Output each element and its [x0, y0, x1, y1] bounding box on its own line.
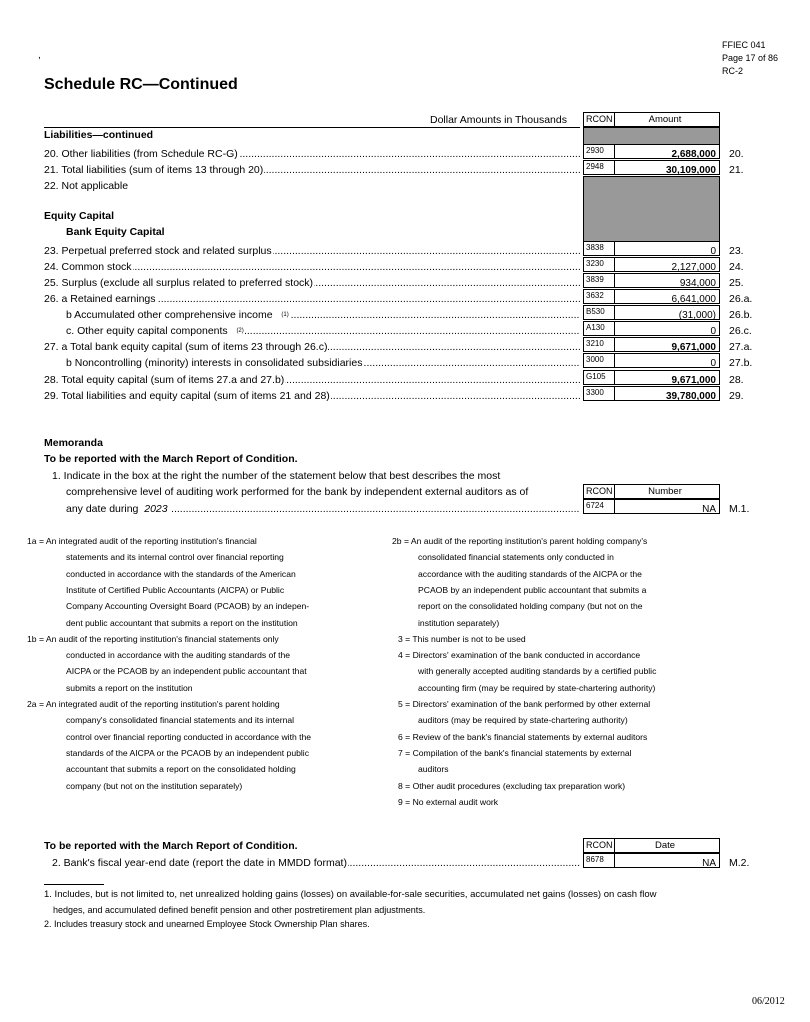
- line-item-row: [44, 388, 580, 404]
- rcon-header-m1: RCON: [583, 484, 615, 499]
- audit-definition-line: accounting firm (may be required by state-chartering authority): [418, 682, 656, 693]
- amount-field[interactable]: 30,109,000: [614, 160, 720, 175]
- m1-year: 2023: [144, 503, 168, 515]
- audit-definition-line: Institute of Certified Public Accountants (AICPA) or Public: [66, 584, 285, 595]
- m1-value-field[interactable]: NA: [614, 499, 720, 514]
- line-item-row: [66, 307, 580, 323]
- line-item-row: [44, 178, 580, 194]
- rcon-header-m2: RCON: [583, 838, 615, 853]
- audit-definition-line: company's consolidated financial statements and its internal: [66, 715, 295, 726]
- line-item-row: [44, 291, 580, 307]
- item-ref: 26.c.: [729, 325, 752, 337]
- dollar-amounts-label: Dollar Amounts in Thousands: [430, 114, 567, 126]
- m1-text-3: [66, 501, 580, 517]
- section-bank-equity: Bank Equity Capital: [66, 226, 165, 238]
- audit-definition-line: accountant that submits a report on the consolidated holding: [66, 764, 296, 775]
- audit-definition-line: consolidated financial statements only conducted in: [418, 552, 614, 563]
- amount-field[interactable]: 0: [614, 241, 720, 256]
- line-item-row: [44, 372, 580, 388]
- line-item-label: 20. Other liabilities (from Schedule RC-G): [44, 148, 238, 160]
- form-number: FFIEC 041: [722, 40, 766, 50]
- item-ref: 27.a.: [729, 341, 753, 353]
- audit-definition-line: conducted in accordance with the auditing standards of the: [66, 650, 291, 661]
- item-ref: 23.: [729, 245, 744, 257]
- footnote-1-cont: hedges, and accumulated defined benefit pension and other postretirement plan adjustments.: [53, 905, 426, 915]
- page-number: Page 17 of 86: [722, 53, 779, 63]
- amount-field[interactable]: 6,641,000: [614, 289, 720, 304]
- m2-code: 8678: [583, 853, 615, 868]
- line-item-label: 28. Total equity capital (sum of items 27.a and 27.b): [44, 374, 285, 386]
- audit-definition-line: 2a = An integrated audit of the reporting institution's parent holding: [27, 699, 280, 709]
- shaded-cell: [583, 127, 720, 145]
- m1-text-1: 1. Indicate in the box at the right the number of the statement below that best describes the most: [52, 470, 501, 482]
- rcon-code: A130: [583, 321, 615, 336]
- amount-header: Amount: [614, 112, 720, 127]
- line-item-label: b Noncontrolling (minority) interests in consolidated subsidiaries: [66, 357, 363, 369]
- rcon-code: 3300: [583, 386, 615, 401]
- line-item-row: [44, 339, 580, 355]
- memoranda-title: Memoranda: [44, 437, 103, 449]
- line-item-label: b Accumulated other comprehensive income: [66, 309, 273, 321]
- line-item-row: [44, 275, 580, 291]
- line-item-label: 27. a Total bank equity capital (sum of items 23 through 26.c): [44, 341, 328, 353]
- revision-date: 06/2012: [752, 996, 785, 1007]
- audit-definition-line: 9 = No external audit work: [398, 796, 499, 807]
- rcon-code: 2930: [583, 144, 615, 159]
- m1-code: 6724: [583, 499, 615, 514]
- number-header: Number: [614, 484, 720, 499]
- audit-definition-line: 6 = Review of the bank's financial statements by external auditors: [398, 731, 648, 742]
- amount-field[interactable]: 9,671,000: [614, 370, 720, 385]
- item-ref: 24.: [729, 261, 744, 273]
- line-item-label: 26. a Retained earnings: [44, 293, 156, 305]
- item-ref: 29.: [729, 390, 744, 402]
- amount-field[interactable]: (31,000): [614, 305, 720, 320]
- audit-definition-line: 5 = Directors' examination of the bank performed by other external: [398, 699, 651, 709]
- audit-definition-line: 2b = An audit of the reporting institution's parent holding company's: [392, 536, 648, 546]
- audit-definition-line: conducted in accordance with the standards of the American: [66, 568, 296, 579]
- m1-ref: M.1.: [729, 503, 750, 515]
- audit-definition-line: accordance with the auditing standards of the AICPA or the: [418, 568, 642, 579]
- line-item-row: [44, 259, 580, 275]
- rcon-code: 3210: [583, 337, 615, 352]
- line-item-row: [66, 355, 580, 371]
- audit-definition-line: Company Accounting Oversight Board (PCAOB) by an indepen-: [66, 601, 310, 612]
- page-title: Schedule RC—Continued: [44, 76, 238, 93]
- audit-definition-line: AICPA or the PCAOB by an independent public accountant that: [66, 666, 307, 677]
- audit-definition-line: 3 = This number is not to be used: [398, 633, 526, 644]
- m2-value-field[interactable]: NA: [614, 853, 720, 868]
- line-item-row: [66, 323, 580, 339]
- m2-ref: M.2.: [729, 857, 750, 869]
- audit-definition-line: auditors (may be required by state-chartering authority): [418, 715, 628, 726]
- line-item-label: 23. Perpetual preferred stock and related surplus: [44, 245, 272, 257]
- section-liabilities: Liabilities—continued: [44, 129, 154, 141]
- item-ref: 28.: [729, 374, 744, 386]
- audit-definition-line: company (but not on the institution separately): [66, 780, 243, 791]
- item-ref: 21.: [729, 164, 744, 176]
- footnote-rule: [44, 884, 104, 885]
- item-ref: 25.: [729, 277, 744, 289]
- rcon-code: 3839: [583, 273, 615, 288]
- audit-definition-line: control over financial reporting conducted in accordance with the: [66, 731, 312, 742]
- amount-field[interactable]: 2,127,000: [614, 257, 720, 272]
- line-item-label: 25. Surplus (exclude all surplus related to preferred stock): [44, 277, 314, 289]
- amount-field[interactable]: 2,688,000: [614, 144, 720, 159]
- march-note-1: To be reported with the March Report of Condition.: [44, 453, 298, 465]
- audit-definition-line: 8 = Other audit procedures (excluding tax preparation work): [398, 780, 626, 791]
- schedule-code: RC-2: [722, 66, 744, 76]
- amount-field[interactable]: 934,000: [614, 273, 720, 288]
- rcon-code: B530: [583, 305, 615, 320]
- amount-field[interactable]: 0: [614, 321, 720, 336]
- line-item-label: c. Other equity capital components: [66, 325, 228, 337]
- m2-row: [52, 855, 580, 871]
- audit-definition-line: 7 = Compilation of the bank's financial statements by external: [398, 747, 632, 758]
- m2-label: 2. Bank's fiscal year-end date (report the date in MMDD format): [52, 857, 347, 869]
- line-item-row: [44, 146, 580, 162]
- line-item-label: 24. Common stock: [44, 261, 132, 273]
- rcon-code: 3000: [583, 353, 615, 368]
- amount-field[interactable]: 0: [614, 353, 720, 368]
- line-item-label: 21. Total liabilities (sum of items 13 through 20): [44, 164, 264, 176]
- audit-definition-line: 1a = An integrated audit of the reporting institution's financial: [27, 536, 257, 546]
- rcon-header: RCON: [583, 112, 615, 127]
- footnote-1: 1. Includes, but is not limited to, net unrealized holding gains (losses) on available-for-sale securities, accumulated net gains (losses) on cash flow: [44, 889, 657, 900]
- amount-field[interactable]: 39,780,000: [614, 386, 720, 401]
- rcon-code: 2948: [583, 160, 615, 175]
- audit-definition-line: with generally accepted auditing standards by a certified public: [418, 666, 657, 677]
- footnote-ref: (1): [281, 312, 289, 319]
- m1-label: any date during: [66, 503, 139, 515]
- rcon-code: 3632: [583, 289, 615, 304]
- audit-definition-line: standards of the AICPA or the PCAOB by an independent public: [66, 747, 310, 758]
- audit-definition-line: submits a report on the institution: [66, 682, 193, 693]
- audit-definition-line: 4 = Directors' examination of the bank conducted in accordance: [398, 650, 641, 661]
- rcon-code: 3230: [583, 257, 615, 272]
- amount-field[interactable]: 9,671,000: [614, 337, 720, 352]
- audit-definition-line: report on the consolidated holding company (but not on the: [418, 601, 643, 612]
- line-item-row: [44, 243, 580, 259]
- item-ref: 27.b.: [729, 357, 753, 369]
- shaded-cell: [583, 176, 720, 242]
- m1-text-2: comprehensive level of auditing work performed for the bank by independent external auditors as of: [66, 486, 529, 498]
- footnote-ref: (2): [236, 328, 244, 335]
- audit-definition-line: statements and its internal control over financial reporting: [66, 552, 284, 563]
- rcon-code: 3838: [583, 241, 615, 256]
- line-item-row: [44, 162, 580, 178]
- item-ref: 26.a.: [729, 293, 753, 305]
- audit-definition-line: dent public accountant that submits a report on the institution: [66, 617, 298, 628]
- footnote-2: 2. Includes treasury stock and unearned Employee Stock Ownership Plan shares.: [44, 919, 370, 929]
- audit-definition-line: institution separately): [418, 617, 500, 628]
- item-ref: 20.: [729, 148, 744, 160]
- stray-mark: ,: [38, 50, 41, 61]
- march-note-2: To be reported with the March Report of Condition.: [44, 840, 298, 852]
- section-equity: Equity Capital: [44, 210, 115, 222]
- divider: [44, 127, 580, 128]
- audit-definition-line: auditors: [418, 764, 449, 775]
- line-item-label: 29. Total liabilities and equity capital (sum of items 21 and 28): [44, 390, 330, 402]
- audit-definition-line: 1b = An audit of the reporting institution's financial statements only: [27, 633, 279, 644]
- line-item-label: 22. Not applicable: [44, 180, 129, 192]
- rcon-code: G105: [583, 370, 615, 385]
- item-ref: 26.b.: [729, 309, 753, 321]
- date-header: Date: [614, 838, 720, 853]
- audit-definition-line: PCAOB by an independent public accountant that submits a: [418, 584, 647, 595]
